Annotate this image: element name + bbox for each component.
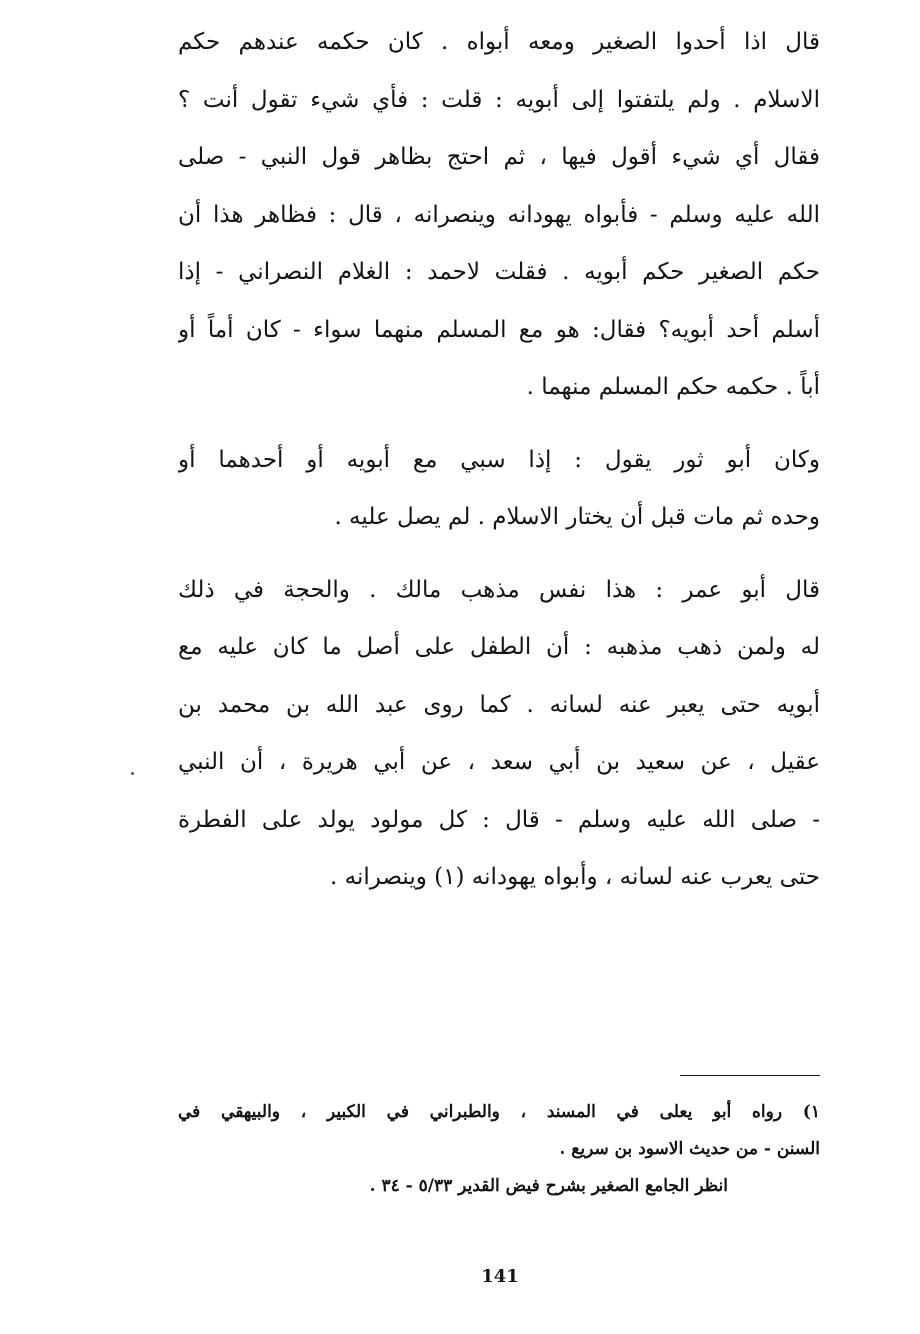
main-text xyxy=(178,14,820,907)
page-number: 141 xyxy=(481,1266,519,1287)
paragraph-1 xyxy=(178,14,820,417)
footnotes xyxy=(178,1094,820,1205)
paragraph-2 xyxy=(178,432,820,547)
text-line: قال أبو عمر : هذا نفس مذهب مالك . والحجة في ذلك xyxy=(178,576,820,603)
text-line: أبويه حتى يعبر عنه لسانه . كما روى عبد الله بن محمد بن xyxy=(178,691,820,718)
text-line: عقيل ، عن سعيد بن أبي سعد ، عن أبي هريرة ، أن النبي xyxy=(178,749,820,775)
text-line: الله عليه وسلم - فأبواه يهودانه وينصرانه ، قال : فظاهر هذا أن xyxy=(178,201,820,228)
scan-speck xyxy=(131,772,134,775)
footnote-separator xyxy=(680,1075,820,1076)
text-line: الاسلام . ولم يلتفتوا إلى أبويه : قلت : فأي شيء تقول أنت ؟ xyxy=(178,86,820,113)
text-line: حكم الصغير حكم أبويه . فقلت لاحمد : الغلام النصراني - إذا xyxy=(178,259,820,285)
text-line: - صلى الله عليه وسلم - قال : كل مولود يولد على الفطرة xyxy=(178,806,820,833)
text-line: حتى يعرب عنه لسانه ، وأبواه يهودانه (١) وينصرانه . xyxy=(330,864,820,890)
paragraph-3 xyxy=(178,562,820,907)
text-line: أسلم أحد أبويه؟ فقال: هو مع المسلم منهما سواء - كان أماً أو xyxy=(178,316,820,343)
text-line: وحده ثم مات قبل أن يختار الاسلام . لم يصل عليه . xyxy=(334,504,820,530)
footnote-line: السنن - من حديث الاسود بن سريع . xyxy=(559,1139,820,1159)
text-line: قال اذا أحدوا الصغير ومعه أبواه . كان حكمه عندهم حكم xyxy=(178,29,820,55)
footnote-line: انظر الجامع الصغير بشرح فيض القدير ٥/٣٣ - ٣٤ . xyxy=(369,1176,728,1196)
text-line: له ولمن ذهب مذهبه : أن الطفل على أصل ما كان عليه مع xyxy=(178,634,820,660)
footnote-line: ١) رواه أبو يعلى في المسند ، والطبراني في الكبير ، والبيهقي في xyxy=(178,1102,820,1122)
text-line: وكان أبو ثور يقول : إذا سبي مع أبويه أو أحدهما أو xyxy=(178,446,820,473)
paragraph-gap xyxy=(178,547,820,562)
text-line: فقال أي شيء أقول فيها ، ثم احتج بظاهر قول النبي - صلى xyxy=(178,144,820,170)
paragraph-gap xyxy=(178,417,820,432)
text-line: أباً . حكمه حكم المسلم منهما . xyxy=(526,374,820,400)
